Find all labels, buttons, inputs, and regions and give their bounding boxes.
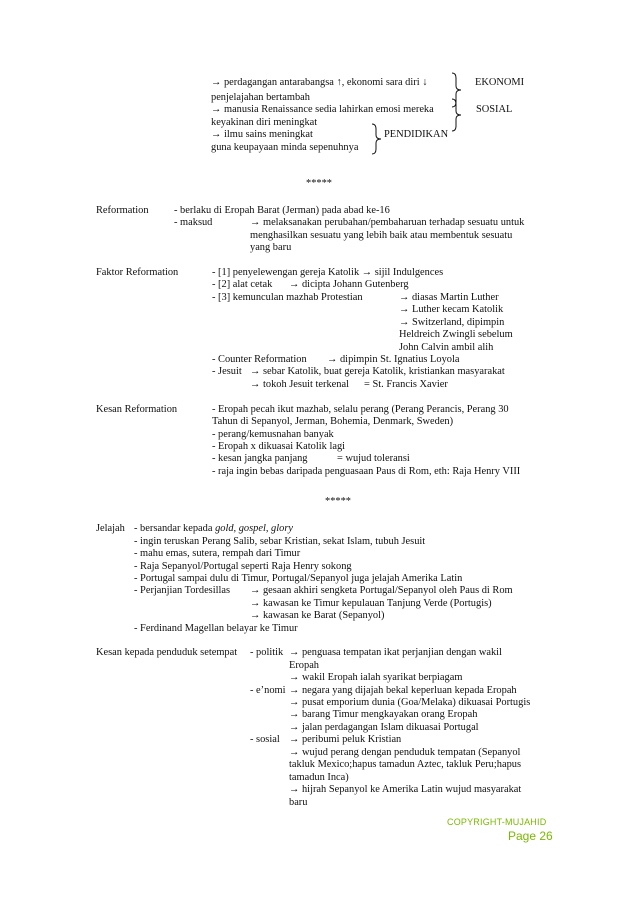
label-pendidikan: PENDIDIKAN — [384, 129, 449, 140]
kesan-label: Kesan Reformation — [96, 404, 178, 415]
faktor-3b: → diasas Martin Luther — [399, 292, 499, 303]
faktor-3c: → Luther kecam Katolik — [399, 304, 504, 315]
jelajah-7: - Ferdinand Magellan belayar ke Timur — [134, 623, 298, 634]
separator-2: ***** — [325, 496, 351, 507]
faktor-3: - [3] kemunculan mazhab Protestian — [212, 292, 363, 303]
jelajah-6c: → kawasan ke Timur kepulauan Tanjung Verde (Portugis) — [250, 598, 492, 609]
top-line-3: → manusia Renaissance sedia lahirkan emosi mereka — [211, 104, 434, 115]
jelajah-3: - mahu emas, sutera, rempah dari Timur — [134, 548, 301, 559]
faktor-3f: John Calvin ambil alih — [399, 342, 494, 353]
kesan-1: - Eropah pecah ikut mazhab, selalu perang (Perang Perancis, Perang 30 — [212, 404, 509, 415]
jelajah-1 — [134, 522, 293, 535]
kesan-4: - Eropah x dikuasai Katolik lagi — [212, 441, 346, 452]
top-line-4: keyakinan diri meningkat — [211, 117, 318, 128]
jelajah-4: - Raja Sepanyol/Portugal seperti Raja Henry sokong — [134, 561, 352, 572]
reformation-line-4: menghasilkan sesuatu yang lebih baik atau membentuk sesuatu — [250, 230, 513, 241]
faktor-5: - Jesuit — [212, 366, 242, 377]
label-sosial: SOSIAL — [476, 104, 513, 115]
ekonomi-1: → negara yang dijajah bekal keperluan kepada Eropah — [289, 685, 517, 696]
copyright-text: COPYRIGHT-MUJAHID — [447, 817, 547, 827]
sosial-label: - sosial — [250, 734, 280, 745]
ekonomi-3: → barang Timur mengkayakan orang Eropah — [289, 709, 478, 720]
faktor-5c: → tokoh Jesuit terkenal — [250, 379, 349, 390]
sosial-4: tamadun Inca) — [289, 772, 349, 783]
kesan-2: Tahun di Sepanyol, Jerman, Bohemia, Denmark, Sweden) — [212, 416, 454, 427]
label-ekonomi: EKONOMI — [475, 77, 525, 88]
jelajah-6: - Perjanjian Tordesillas — [134, 585, 231, 596]
kesan-5b: = wujud toleransi — [337, 453, 410, 464]
faktor-2: - [2] alat cetak — [212, 279, 273, 290]
politik-2: Eropah — [289, 660, 320, 671]
reformation-label: Reformation — [96, 205, 149, 216]
kesan-6: - raja ingin bebas daripada penguasaan Paus di Rom, eth: Raja Henry VIII — [212, 466, 521, 477]
jelajah-label: Jelajah — [96, 523, 125, 534]
reformation-line-3: → melaksanakan perubahan/pembaharuan terhadap sesuatu untuk — [250, 217, 525, 228]
sosial-5: → hijrah Sepanyol ke Amerika Latin wujud masyarakat — [289, 784, 522, 795]
sosial-1: → peribumi peluk Kristian — [289, 734, 402, 745]
faktor-4: - Counter Reformation — [212, 354, 307, 365]
politik-3: → wakil Eropah ialah syarikat berpiagam — [289, 672, 463, 683]
faktor-3e: Heldreich Zwingli sebelum — [399, 329, 513, 340]
faktor-4b: → dipimpin St. Ignatius Loyola — [327, 354, 460, 365]
top-line-2: penjelajahan bertambah — [211, 92, 310, 103]
faktor-2b: → dicipta Johann Gutenberg — [289, 279, 409, 290]
faktor-5b: → sebar Katolik, buat gereja Katolik, kristiankan masyarakat — [250, 366, 505, 377]
separator-1: ***** — [306, 178, 332, 189]
faktor-label: Faktor Reformation — [96, 267, 179, 278]
kesan-5: - kesan jangka panjang — [212, 453, 308, 464]
faktor-3d: → Switzerland, dipimpin — [399, 317, 505, 328]
jelajah-1-text: - bersandar kepada — [134, 523, 216, 534]
kesan-3: - perang/kemusnahan banyak — [212, 429, 334, 440]
top-line-6: guna keupayaan minda sepenuhnya — [211, 142, 359, 153]
jelajah-2: - ingin teruskan Perang Salib, sebar Kristian, sekat Islam, tubuh Jesuit — [134, 536, 426, 547]
politik-label: - politik — [250, 647, 284, 658]
jelajah-6d: → kawasan ke Barat (Sepanyol) — [250, 610, 385, 621]
reformation-line-5: yang baru — [250, 242, 292, 253]
jelajah-6b: → gesaan akhiri sengketa Portugal/Sepanyol oleh Paus di Rom — [250, 585, 513, 596]
top-line-1: → perdagangan antarabangsa ↑, ekonomi sara diri ↓ — [211, 77, 428, 88]
page-number: Page 26 — [508, 829, 553, 843]
top-line-5: → ilmu sains meningkat — [211, 129, 313, 140]
politik-1: → penguasa tempatan ikat perjanjian dengan wakil — [289, 647, 502, 658]
penduduk-label: Kesan kepada penduduk setempat — [96, 647, 238, 658]
reformation-maksud: - maksud — [174, 217, 213, 228]
jelajah-1-italic: gold, gospel, glory — [215, 523, 293, 534]
sosial-2: → wujud perang dengan penduduk tempatan (Sepanyol — [289, 747, 521, 758]
jelajah-5: - Portugal sampai dulu di Timur, Portugal/Sepanyol juga jelajah Amerika Latin — [134, 573, 463, 584]
faktor-5d: = St. Francis Xavier — [364, 379, 448, 390]
reformation-line-1: - berlaku di Eropah Barat (Jerman) pada abad ke-16 — [174, 205, 390, 216]
sosial-3: takluk Mexico;hapus tamadun Aztec, takluk Peru;hapus — [289, 759, 522, 770]
ekonomi-4: → jalan perdagangan Islam dikuasai Portugal — [289, 722, 479, 733]
sosial-6: baru — [289, 797, 308, 808]
ekonomi-label: - e’nomi — [250, 685, 286, 696]
ekonomi-2: → pusat emporium dunia (Goa/Melaka) dikuasai Portugis — [289, 697, 531, 708]
faktor-1: - [1] penyelewengan gereja Katolik → sijil Indulgences — [212, 267, 444, 278]
